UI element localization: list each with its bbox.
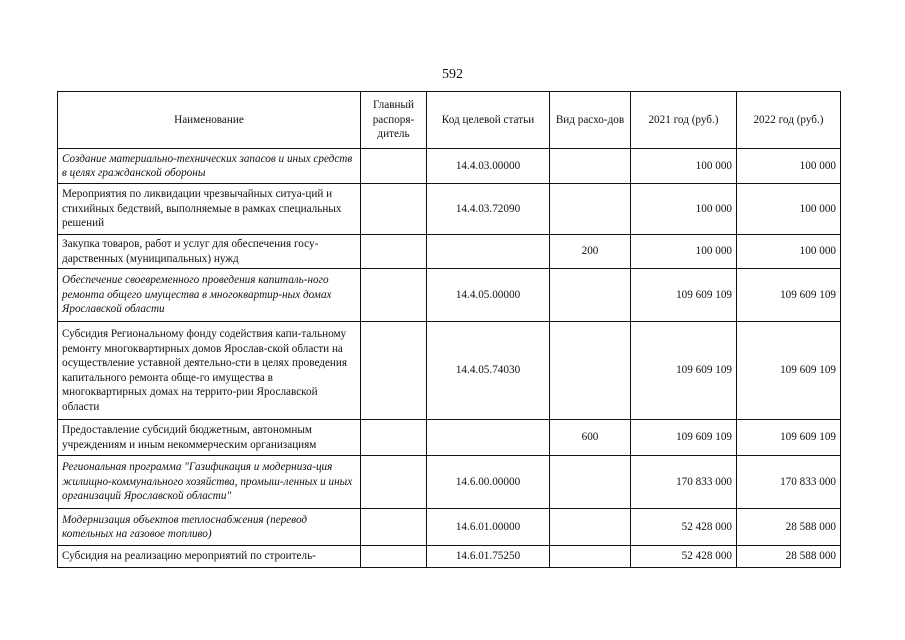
- table-header-row: [58, 92, 841, 149]
- cell-grbs: [361, 184, 427, 235]
- cell-2022: 28 588 000: [737, 509, 841, 546]
- cell-2022: 109 609 109: [737, 420, 841, 456]
- cell-name: Предоставление субсидий бюджетным, автономным учреждениям и иным некоммерческим организациям: [58, 420, 361, 456]
- cell-grbs: [361, 235, 427, 269]
- table-row: [58, 509, 841, 546]
- table-row: [58, 456, 841, 509]
- cell-vid: [550, 322, 631, 420]
- table-row: [58, 149, 841, 184]
- header-2022: 2022 год (руб.): [737, 92, 841, 149]
- cell-code: 14.6.00.00000: [427, 456, 550, 509]
- table-row: [58, 269, 841, 322]
- header-2021: 2021 год (руб.): [631, 92, 737, 149]
- header-code: Код целевой статьи: [427, 92, 550, 149]
- cell-code: 14.4.05.74030: [427, 322, 550, 420]
- cell-2021: 109 609 109: [631, 269, 737, 322]
- cell-vid: [550, 509, 631, 546]
- cell-name: Субсидия Региональному фонду содействия капи-тальному ремонту многоквартирных домов Ярослав-ской области на осуществление уставной деятельно-сти в целях проведения капитального ремонта обще-го имущества в многоквартирных домах на террито-рии Ярославской области: [58, 322, 361, 420]
- cell-grbs: [361, 456, 427, 509]
- cell-vid: [550, 456, 631, 509]
- cell-name: Создание материально-технических запасов и иных средств в целях гражданской обороны: [58, 149, 361, 184]
- header-name: Наименование: [58, 92, 361, 149]
- cell-name: Мероприятия по ликвидации чрезвычайных ситуа-ций и стихийных бедствий, выполняемые в рамках специальных решений: [58, 184, 361, 235]
- cell-vid: 600: [550, 420, 631, 456]
- page-number: 592: [442, 67, 463, 82]
- cell-vid: [550, 184, 631, 235]
- table-row: [58, 420, 841, 456]
- cell-name: Закупка товаров, работ и услуг для обеспечения госу-дарственных (муниципальных) нужд: [58, 235, 361, 269]
- cell-2022: 170 833 000: [737, 456, 841, 509]
- cell-vid: [550, 149, 631, 184]
- table-row: [58, 322, 841, 420]
- table-row: [58, 546, 841, 568]
- cell-vid: 200: [550, 235, 631, 269]
- cell-grbs: [361, 149, 427, 184]
- cell-code: 14.4.03.72090: [427, 184, 550, 235]
- cell-code: 14.6.01.00000: [427, 509, 550, 546]
- cell-name: Обеспечение своевременного проведения капиталь-ного ремонта общего имущества в многоквартир-ных домах Ярославской области: [58, 269, 361, 322]
- cell-2022: 28 588 000: [737, 546, 841, 568]
- cell-grbs: [361, 322, 427, 420]
- cell-2021: 52 428 000: [631, 509, 737, 546]
- cell-2022: 100 000: [737, 184, 841, 235]
- cell-name: Модернизация объектов теплоснабжения (перевод котельных на газовое топливо): [58, 509, 361, 546]
- cell-code: 14.6.01.75250: [427, 546, 550, 568]
- cell-code: 14.4.03.00000: [427, 149, 550, 184]
- cell-2022: 109 609 109: [737, 322, 841, 420]
- cell-2021: 100 000: [631, 184, 737, 235]
- cell-code: 14.4.05.00000: [427, 269, 550, 322]
- cell-2022: 109 609 109: [737, 269, 841, 322]
- cell-name: Субсидия на реализацию мероприятий по строитель-: [58, 546, 361, 568]
- cell-2021: 100 000: [631, 149, 737, 184]
- cell-code: [427, 420, 550, 456]
- budget-table: [57, 91, 841, 568]
- cell-code: [427, 235, 550, 269]
- cell-grbs: [361, 546, 427, 568]
- cell-grbs: [361, 420, 427, 456]
- cell-name: Региональная программа "Газификация и модерниза-ция жилищно-коммунального хозяйства, промыш-ленных и иных организаций Ярославской области": [58, 456, 361, 509]
- cell-vid: [550, 546, 631, 568]
- header-vid: Вид расхо-дов: [550, 92, 631, 149]
- cell-2021: 170 833 000: [631, 456, 737, 509]
- cell-2021: 109 609 109: [631, 420, 737, 456]
- table-row: [58, 235, 841, 269]
- cell-2022: 100 000: [737, 149, 841, 184]
- cell-2021: 109 609 109: [631, 322, 737, 420]
- cell-vid: [550, 269, 631, 322]
- cell-2022: 100 000: [737, 235, 841, 269]
- table-row: [58, 184, 841, 235]
- cell-grbs: [361, 269, 427, 322]
- cell-grbs: [361, 509, 427, 546]
- cell-2021: 52 428 000: [631, 546, 737, 568]
- header-grbs: Главный распоря-дитель: [361, 92, 427, 149]
- cell-2021: 100 000: [631, 235, 737, 269]
